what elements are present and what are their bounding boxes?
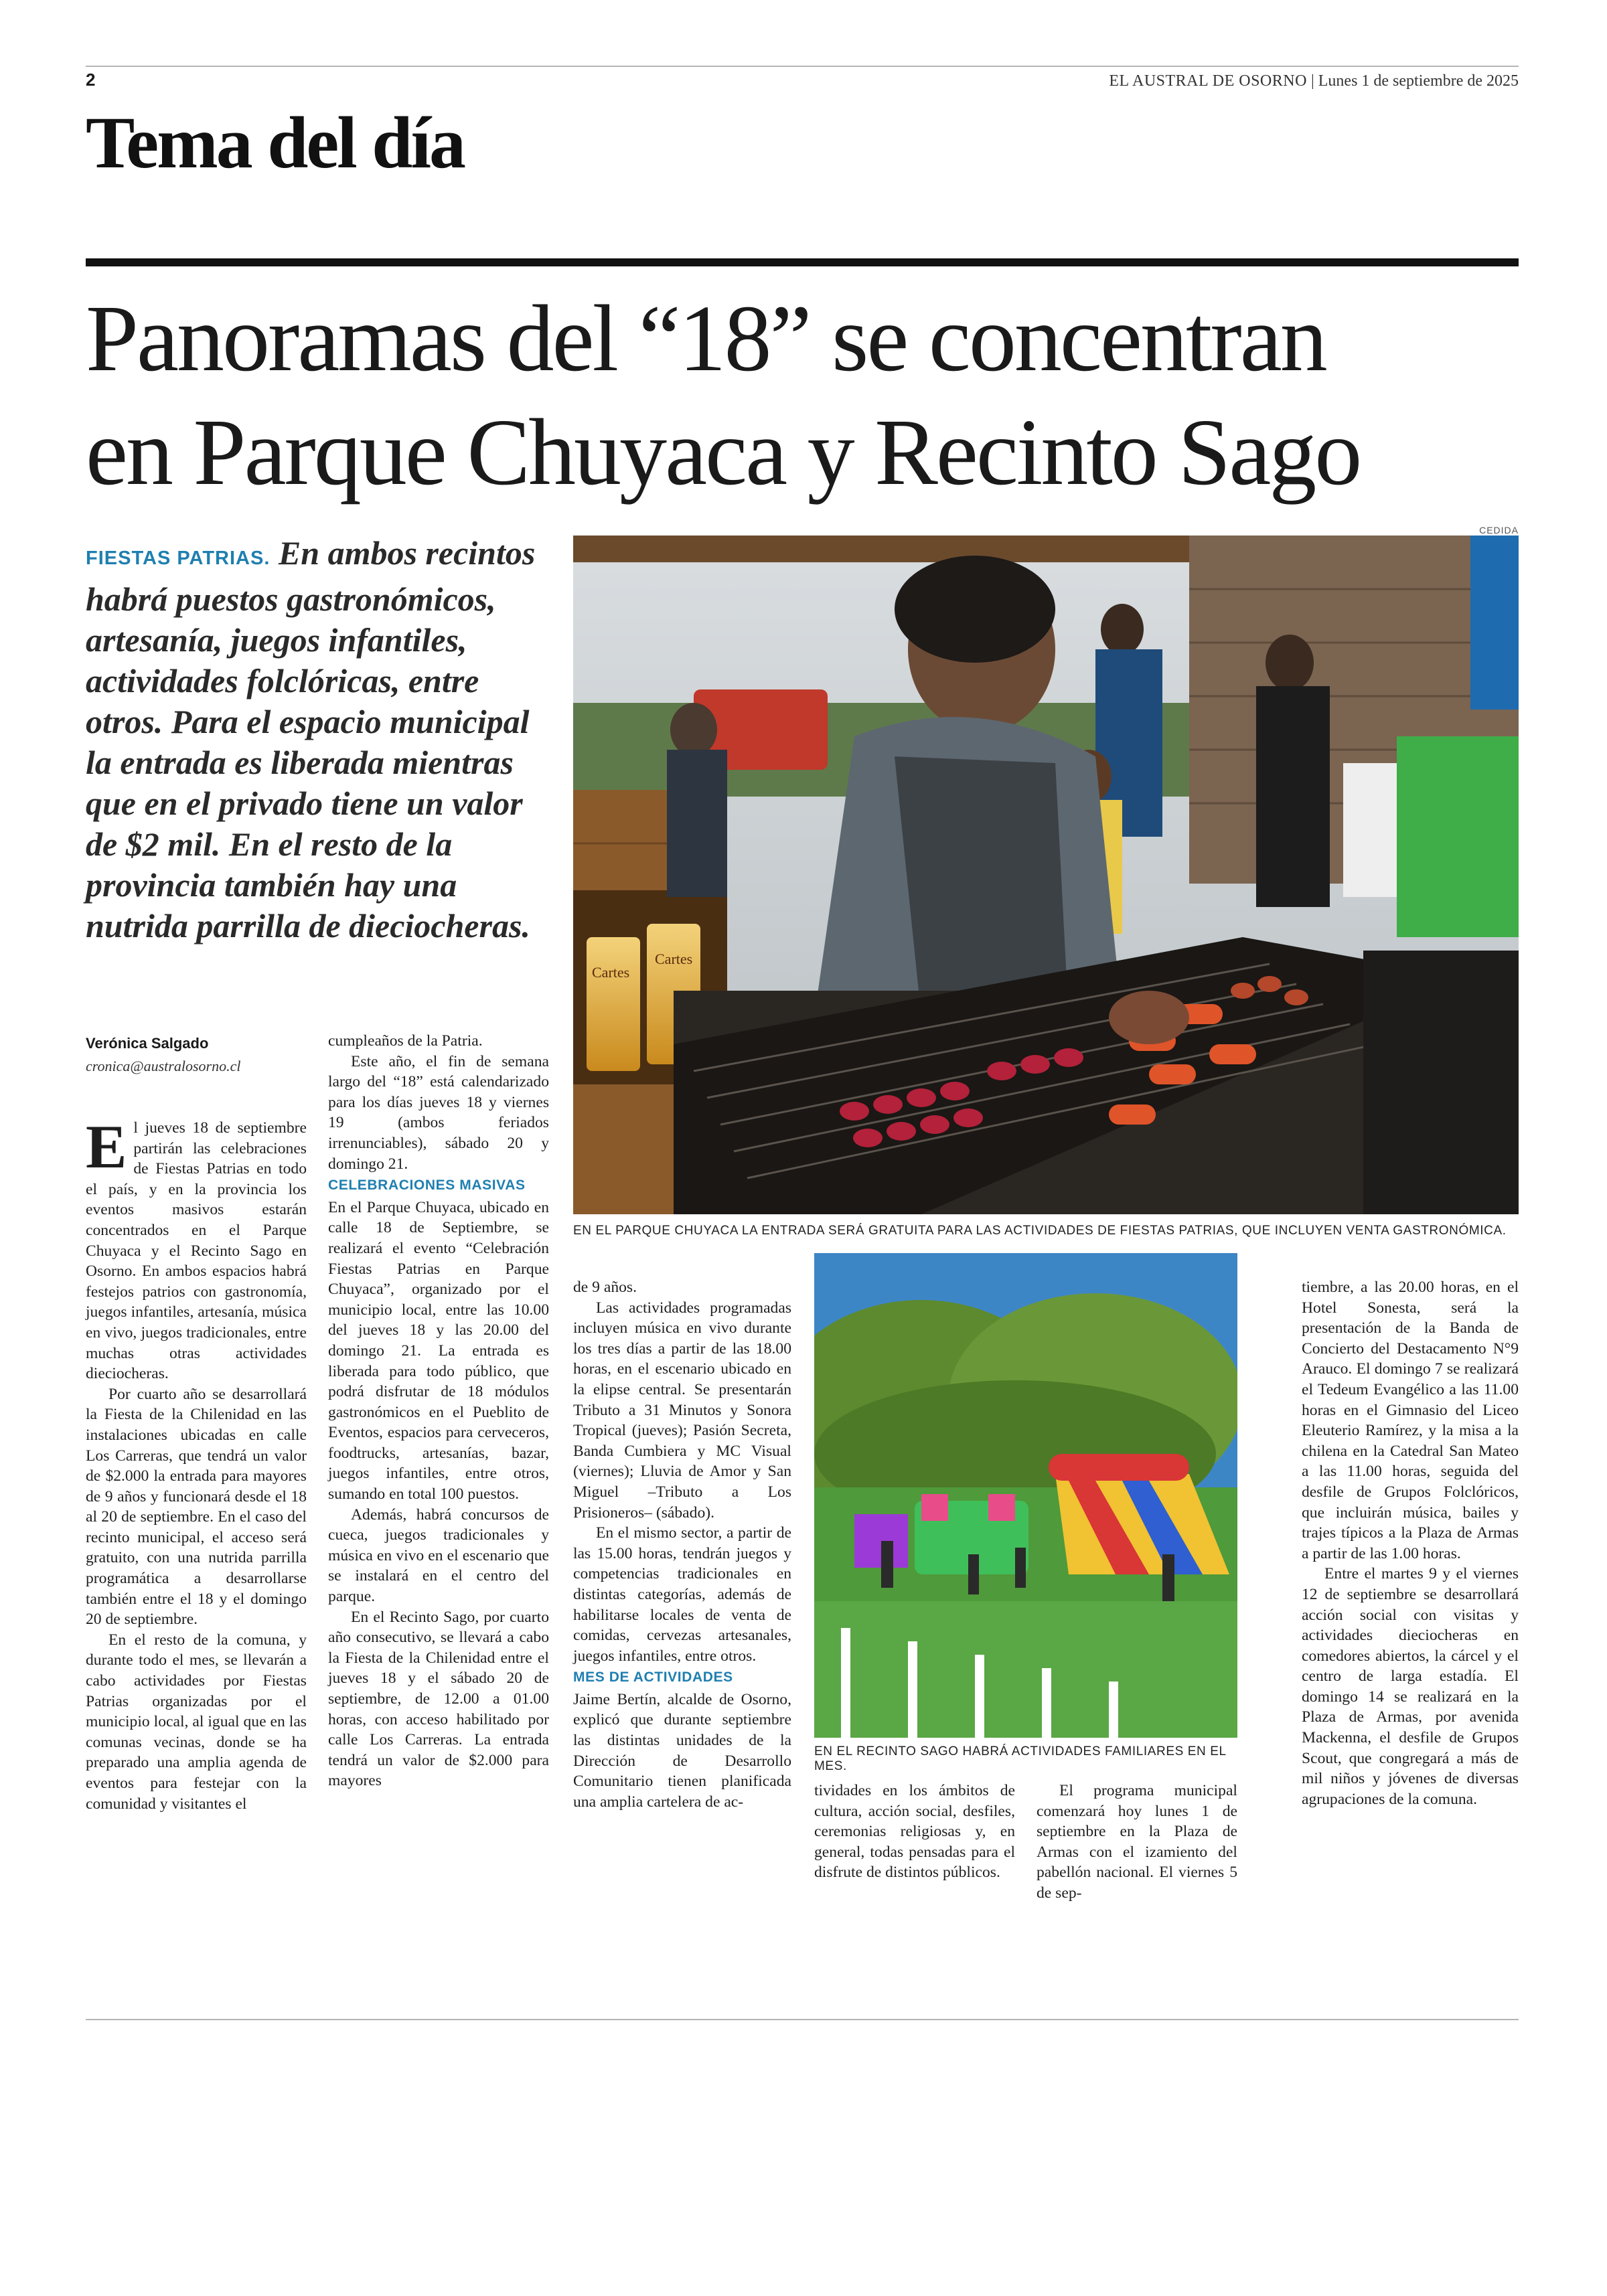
section-rule <box>86 258 1519 266</box>
masthead-line: EL AUSTRAL DE OSORNO | Lunes 1 de septiembre de 2025 <box>1109 72 1519 90</box>
deck-text: En ambos recintos habrá puestos gastronómicos, artesanía, juegos infantiles, actividades folclóricas, entre otros. Para el espacio municipal la entrada es liberada mientras que en el privado tiene un valor de $2 mil. En el resto de la provincia también hay una nutrida parrilla de dieciocheras. <box>86 534 536 945</box>
author-email: cronica@australosorno.cl <box>86 1058 241 1074</box>
bottom-rule <box>86 2019 1519 2020</box>
col2-paragraph-5: En el Recinto Sago, por cuarto año consecutivo, se llevará a cabo la Fiesta de la Chilenidad entre el jueves 18 y el sábado 20 de septiembre, de 12.00 a 01.00 horas, con acceso habilitado por calle Los Carreras. La entrada tendrá un valor de $2.000 para mayores <box>328 1608 549 1790</box>
col4-paragraph-1: tividades en los ámbitos de cultura, acción social, desfiles, ceremonias religiosas y, en general, todas pensadas para el disfrute de distintos públicos. <box>814 1782 1015 1882</box>
drop-cap: E <box>86 1113 127 1181</box>
publication-name: EL AUSTRAL DE OSORNO <box>1109 72 1307 90</box>
column-1 <box>86 1113 307 1814</box>
deck-kicker: FIESTAS PATRIAS. <box>86 548 271 569</box>
issue-date: Lunes 1 de septiembre de 2025 <box>1318 72 1519 90</box>
grill-photo <box>573 536 1519 1214</box>
author-byline: Verónica Salgado <box>86 1035 209 1052</box>
col5-paragraph-1: El programa municipal comenzará hoy lunes 1 de septiembre en la Plaza de Armas con el izamiento del pabellón nacional. El viernes 5 de sep- <box>1037 1782 1237 1902</box>
col2-paragraph-1: cumpleaños de la Patria. <box>328 1032 483 1050</box>
photo-credit: CEDIDA <box>1479 525 1519 536</box>
col3-paragraph-3: En el mismo sector, a partir de las 15.00 horas, tendrán juegos y competencias tradicionales en distintas categorías, además de habilitarse locales de venta de comidas, cervezas artesanales, juegos infantiles, entre otros. <box>573 1524 791 1665</box>
photo-caption-2: EN EL RECINTO SAGO HABRÁ ACTIVIDADES FAMILIARES EN EL MES. <box>814 1744 1226 1773</box>
col3-paragraph-1: de 9 años. <box>573 1279 637 1296</box>
subhead-celebraciones: CELEBRACIONES MASIVAS <box>328 1177 526 1194</box>
col3-paragraph-2: Las actividades programadas incluyen música en vivo durante los tres días a partir de las 18.00 horas, en el escenario ubicado en la elipse central. Se presentarán Tributo a 31 Minutos y Sonora Tropical (jueves); Pasión Secreta, Banda Cumbiera y MC Visual (viernes); Lluvia de Amor y San Miguel –Tributo a Los Prisioneros– (sábado). <box>573 1299 791 1522</box>
photo-caption-1: EN EL PARQUE CHUYACA LA ENTRADA SERÁ GRATUITA PARA LAS ACTIVIDADES DE FIESTAS PATRIAS, QUE INCLUYEN VENTA GASTRONÓMICA. <box>573 1224 1507 1238</box>
col3-paragraph-4: Jaime Bertín, alcalde de Osorno, explicó que durante septiembre las distintas unidades de la Dirección de Desarrollo Comunitario tienen planificada una amplia cartelera de ac- <box>573 1690 791 1811</box>
column-5 <box>1037 1781 1237 1904</box>
headline <box>86 281 1525 509</box>
column-6 <box>1302 1277 1519 1809</box>
subhead-mes-actividades: MES DE ACTIVIDADES <box>573 1669 733 1686</box>
col2-paragraph-4: Además, habrá concursos de cueca, juegos tradicionales y música en vivo en el escenario que se instalará en el centro del parque. <box>328 1505 549 1606</box>
cartes-sign-2: Cartes <box>655 951 693 967</box>
col1-paragraph-3: En el resto de la comuna, y durante todo el mes, se llevarán a cabo actividades por Fiestas Patrias organizadas por el municipio local, al igual que en las comunas vecinas, donde se ha preparado una amplia agenda de eventos para festejar con la comunidad y visitantes el <box>86 1631 307 1813</box>
col2-paragraph-2: Este año, el fin de semana largo del “18” está calendarizado para los días jueves 18 y viernes 19 (ambos feriados irrenunciables), sábado 20 y domingo 21. <box>328 1052 549 1173</box>
column-3 <box>573 1277 791 1812</box>
cartes-sign-1: Cartes <box>592 964 630 981</box>
page-number: 2 <box>86 70 96 90</box>
grill-photo-illustration <box>573 536 1519 1214</box>
headline-line-1: Panoramas del “18” se concentran <box>86 285 1326 391</box>
col6-paragraph-2: Entre el martes 9 y el viernes 12 de septiembre se desarrollará acción social con visitas y actividades dieciocheras en comedores abiertos, la cárcel y el centro de larga estadía. El domingo 14 se realizará en la Plaza de Armas, por avenida Mackenna, el desfile de Grupos Scout, que congregará a más de mil niños y jóvenes de diversas agrupaciones de la comuna. <box>1302 1565 1519 1808</box>
headline-line-2: en Parque Chuyaca y Recinto Sago <box>86 399 1361 505</box>
col1-paragraph-1: l jueves 18 de septiembre partirán las celebraciones de Fiestas Patrias en todo el país, y en la provincia los eventos masivos estarán concentrados en el Parque Chuyaca y el Recinto Sago en Osorno. En ambos espacios habrá festejos patrios con gastronomía, juegos infantiles, artesanía, música en vivo, juegos tradicionales, entre muchas otras actividades dieciocheras. <box>86 1119 307 1383</box>
recinto-sago-illustration <box>814 1253 1237 1738</box>
col2-paragraph-3: En el Parque Chuyaca, ubicado en calle 18 de Septiembre, se realizará el evento “Celebración Fiestas Patrias en Parque Chuyaca”, organizado por el municipio local, entre las 10.00 del jueves 18 y las 20.00 del domingo 21. La entrada es liberada para todo público, que podrá disfrutar de 18 módulos gastronómicos en el Pueblito de Eventos, espacios para cerveceros, foodtrucks, artesanías, bazar, juegos infantiles, entre otros, sumando en total 100 puestos. <box>328 1198 549 1503</box>
col6-paragraph-1: tiembre, a las 20.00 horas, en el Hotel Sonesta, será la presentación de la Banda de Concierto del Destacamento N°9 Arauco. El domingo 7 se realizará el Tedeum Evangélico a las 11.00 horas en el Gimnasio del Liceo Eleuterio Ramírez, y la misa a la chilena en la Catedral San Mateo a las 11.00 horas, seguida del desfile de Grupos Folclóricos, que incluirán música, bailes y trajes típicos a la Plaza de Armas a partir de las 1.00 horas. <box>1302 1279 1519 1562</box>
col1-paragraph-2: Por cuarto año se desarrollará la Fiesta de la Chilenidad en las instalaciones ubicadas en calle Los Carreras, que tendrá un valor de $2.000 la entrada para mayores de 9 años y funcionará desde el 18 al 20 de septiembre. En el caso del recinto municipal, el acceso será gratuito, con una nutrida parrilla programática a desarrollarse también entre el 18 y el domingo 20 de septiembre. <box>86 1385 307 1629</box>
deck <box>86 533 548 947</box>
section-title: Tema del día <box>86 102 465 183</box>
column-2 <box>328 1031 549 1791</box>
top-rule <box>86 66 1519 67</box>
recinto-sago-photo <box>814 1253 1237 1738</box>
column-4 <box>814 1781 1015 1883</box>
